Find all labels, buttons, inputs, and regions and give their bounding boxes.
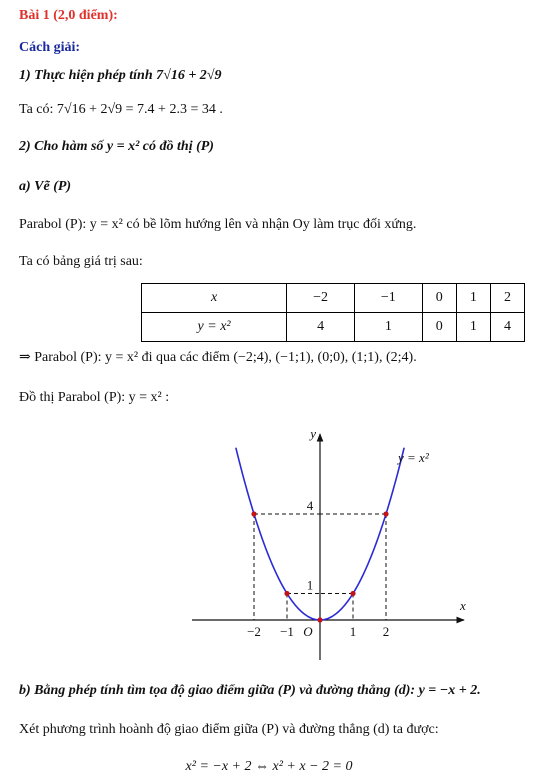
part1-work: Ta có: 7√16 + 2√9 = 7.4 + 2.3 = 34 . [19,102,223,117]
points-line: ⇒ Parabol (P): y = x² đi qua các điểm (−2;4), (−1;1), (0;0), (1;1), (2;4). [19,350,417,365]
table-cell: 1 [456,313,490,342]
data-point [383,511,388,516]
table-intro: Ta có bảng giá trị sau: [19,254,143,269]
table-cell: 4 [287,313,355,342]
data-point [284,591,289,596]
problem-title: Bài 1 (2,0 điểm): [19,8,118,23]
table-cell: 4 [490,313,524,342]
part1-heading: 1) Thực hiện phép tính 7√16 + 2√9 [19,68,222,83]
table-row [142,284,525,313]
x-tick-label: 1 [349,624,357,639]
x-axis-label: x [460,598,466,613]
table-header-x: x [142,284,287,313]
quadratic-equation: x² = −x + 2 ⇔ x² + x − 2 = 0 [185,759,353,774]
table-cell: 1 [456,284,490,313]
part2b-heading: b) Bằng phép tính tìm tọa độ giao điểm giữa (P) và đường thẳng (d): y = −x + 2. [19,683,481,698]
y-axis-label: y [310,426,316,441]
table-row [142,313,525,342]
curve-label: y = x² [398,450,429,465]
origin-label: O [303,624,313,639]
data-point [251,511,256,516]
parabola-graph [186,424,476,664]
x-tick-label: 2 [382,624,390,639]
x-tick-label: −2 [247,624,261,639]
data-point [350,591,355,596]
table-cell: 2 [490,284,524,313]
solution-label: Cách giải: [19,40,81,55]
value-table [141,283,525,342]
part2b-intro: Xét phương trình hoành độ giao điểm giữa (P) và đường thẳng (d) ta được: [19,722,439,737]
graph-intro: Đồ thị Parabol (P): y = x² : [19,390,170,405]
parabola-description: Parabol (P): y = x² có bề lõm hướng lên và nhận Oy làm trục đối xứng. [19,217,417,232]
data-point [317,617,322,622]
part2a-heading: a) Vẽ (P) [19,179,72,194]
table-cell: 0 [422,313,456,342]
y-tick-label: 1 [306,577,314,593]
x-tick-label: −1 [280,624,294,639]
table-cell: 1 [354,313,422,342]
y-tick-label: 4 [306,498,314,513]
table-cell: −1 [354,284,422,313]
table-cell: 0 [422,284,456,313]
table-header-y: y = x² [142,313,287,342]
part2-heading: 2) Cho hàm số y = x² có đồ thị (P) [19,139,214,154]
table-cell: −2 [287,284,355,313]
